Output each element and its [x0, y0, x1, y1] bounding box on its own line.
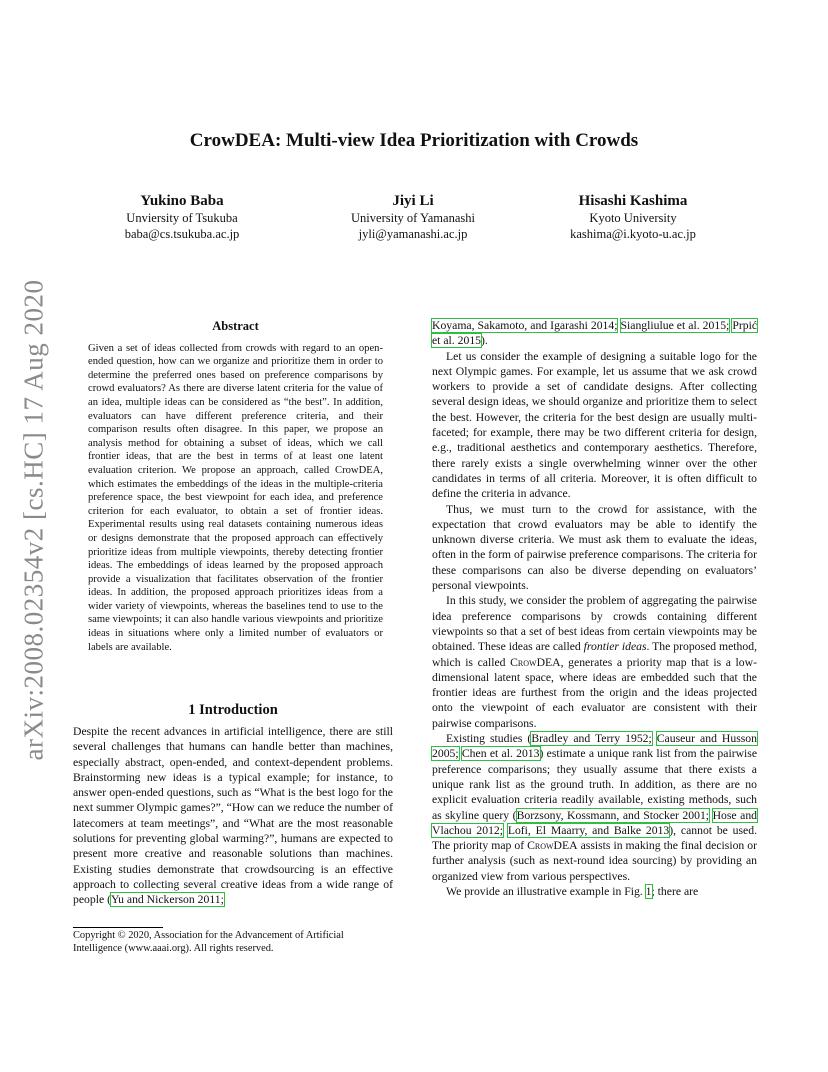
- intro-paragraph-1-continued: Koyama, Sakamoto, and Igarashi 2014; Siangliulue et al. 2015; Prpić et al. 2015).: [432, 319, 758, 348]
- intro-paragraph-6: We provide an illustrative example in Fig. 1; there are: [446, 884, 699, 898]
- citation-link[interactable]: Koyama, Sakamoto, and Igarashi 2014;: [432, 319, 618, 332]
- author-email: jyli@yamanashi.ac.jp: [358, 227, 468, 241]
- intro-paragraph-4: In this study, we consider the problem of aggregating the pairwise idea preference comparisons by crowds containing different viewpoints so that a set of best ideas from certain viewpoints may be obtained. These ideas are called frontier ideas. The proposed method, which is called CrowDEA, generates a priority map that is a low-dimensional latent space, where ideas are embedded such that the frontier ideas are furthest from the origin and the ideas projected onto the viewpoint of each evaluator are consistent with their pairwise comparisons.: [432, 594, 758, 730]
- author-email: kashima@i.kyoto-u.ac.jp: [570, 227, 696, 241]
- author-block-1: [62, 192, 302, 242]
- author-affiliation: Unviersity of Tsukuba: [126, 211, 238, 225]
- intro-right-column: [432, 318, 757, 899]
- intro-left-column: [73, 724, 393, 908]
- intro-paragraph-5: Existing studies (Bradley and Terry 1952; Causeur and Husson 2005; Chen et al. 2013) estimate a unique rank list from the pairwise preference comparisons; they usually assume that there exists a unique rank list as the ground truth. In addition, as there are no explicit evaluation criteria readily available, existing methods, such as skyline query (Borzsony, Kossmann, and Stocker 2001; Hose and Vlachou 2012; Lofi, El Maarry, and Balke 2013), cannot be used. The priority map of CrowDEA assists in making the final decision or further analysis (such as next-round idea sourcing) by providing an organized view from various perspectives.: [432, 732, 758, 883]
- author-name: Hisashi Kashima: [578, 193, 688, 209]
- citation-link[interactable]: Borzsony, Kossmann, and Stocker 2001;: [516, 808, 710, 822]
- abstract-text: Given a set of ideas collected from crowds with regard to an open-ended question, how can we organize and prioritize them in order to determine the preferred ones based on preference comparisons by crowd evaluators? As there are diverse latent criteria for the value of an idea, multiple ideas can be considered as “the best”. In addition, evaluators can have different preference criteria, and their comparison results often disagree. In this paper, we propose an analysis method for obtaining a subset of ideas, which we call frontier ideas, that are the best in terms of at least one latent evaluation criterion. We propose an approach, called CrowDEA, which estimates the embeddings of the ideas in the multiple-criteria preference space, the best viewpoint for each idea, and preference criterion for each evaluator, to obtain a set of frontier ideas. Experimental results using real datasets containing numerous ideas or designs demonstrate that the proposed approach can effectively prioritize ideas from multiple viewpoints, thereby detecting frontier ideas. The embeddings of ideas learned by the proposed approach provide a visualization that facilitates observation of the frontier ideas. In addition, the proposed approach prioritizes ideas from a wider variety of viewpoints, whereas the baselines tend to use to the same viewpoints; it can also handle various viewpoints and prioritize ideas in situations where only a limited number of evaluators or labels are available.: [88, 342, 383, 653]
- citation-link[interactable]: Hose and Vlachou 2012;: [432, 808, 758, 837]
- abstract: [88, 320, 383, 654]
- citation-link[interactable]: Siangliulue et al. 2015;: [620, 319, 730, 332]
- citation-link[interactable]: Prpić et al. 2015: [432, 319, 758, 348]
- author-block-3: [513, 192, 753, 242]
- author-name: Jiyi Li: [392, 193, 434, 209]
- citation-link[interactable]: Causeur and Husson 2005;: [432, 732, 757, 761]
- author-block-2: [293, 192, 533, 242]
- citation-link[interactable]: Chen et al. 2013: [461, 747, 540, 761]
- citation-link[interactable]: Bradley and Terry 1952;: [531, 732, 652, 746]
- author-affiliation: Kyoto University: [589, 211, 677, 225]
- intro-paragraph-2: Let us consider the example of designing a suitable logo for the next Olympic games. For example, let us assume that we ask crowd workers to provide a set of candidate designs. After collecting several design ideas, we should organize and prioritize them to select the best. However, the criteria for the best design are usually multi-faceted; for example, there may be two different criteria for design, e.g., traditional aesthetics and contemporary aesthetics. Therefore, there rarely exists a single overwhelming winner over the other candidates in terms of all criteria. Moreover, it is often difficult to define the criteria in advance.: [432, 349, 757, 501]
- figure-link[interactable]: 1: [645, 884, 652, 898]
- footnote-divider: [73, 927, 163, 928]
- intro-paragraph-3: Thus, we must turn to the crowd for assistance, with the expectation that crowd evaluators may be able to identify the unknown diverse criteria. We must ask them to evaluate the ideas, often in the form of pairwise preference comparisons. The criteria for these comparisons can also be diverse depending on evaluators’ personal viewpoints.: [432, 502, 757, 593]
- author-email: baba@cs.tsukuba.ac.jp: [124, 227, 240, 241]
- abstract-heading: Abstract: [212, 319, 259, 333]
- arxiv-identifier: arXiv:2008.02354v2 [cs.HC] 17 Aug 2020: [18, 279, 49, 761]
- author-affiliation: University of Yamanashi: [351, 211, 475, 225]
- intro-paragraph-1: Despite the recent advances in artificial intelligence, there are still several challenges that humans can handle better than machines, especially abstract, open-ended, and context-dependent problems. Brainstorming new ideas is a typical example; for instance, to answer open-ended questions, such as “What is the best logo for the next summer Olympic games?”, “How can we reduce the number of latecomers at team meetings”, and “What are the most reasonable solutions for preventing global warming?”, humans are expected to present more creative and reasonable solutions than machines. Existing studies demonstrate that crowdsourcing is an effective approach to collecting several creative ideas from a wide range of people (Yu and Nickerson 2011;: [73, 725, 393, 907]
- copyright-footnote: Copyright © 2020, Association for the Advancement of Artificial Intelligence (www.aaai.org). All rights reserved.: [73, 930, 344, 954]
- citation-link[interactable]: Yu and Nickerson 2011;: [110, 893, 224, 907]
- paper-title: CrowDEA: Multi-view Idea Prioritization with Crowds: [189, 130, 639, 151]
- citation-link[interactable]: Lofi, El Maarry, and Balke 2013: [507, 823, 670, 837]
- section-heading-introduction: 1 Introduction: [188, 702, 278, 718]
- author-name: Yukino Baba: [140, 193, 224, 209]
